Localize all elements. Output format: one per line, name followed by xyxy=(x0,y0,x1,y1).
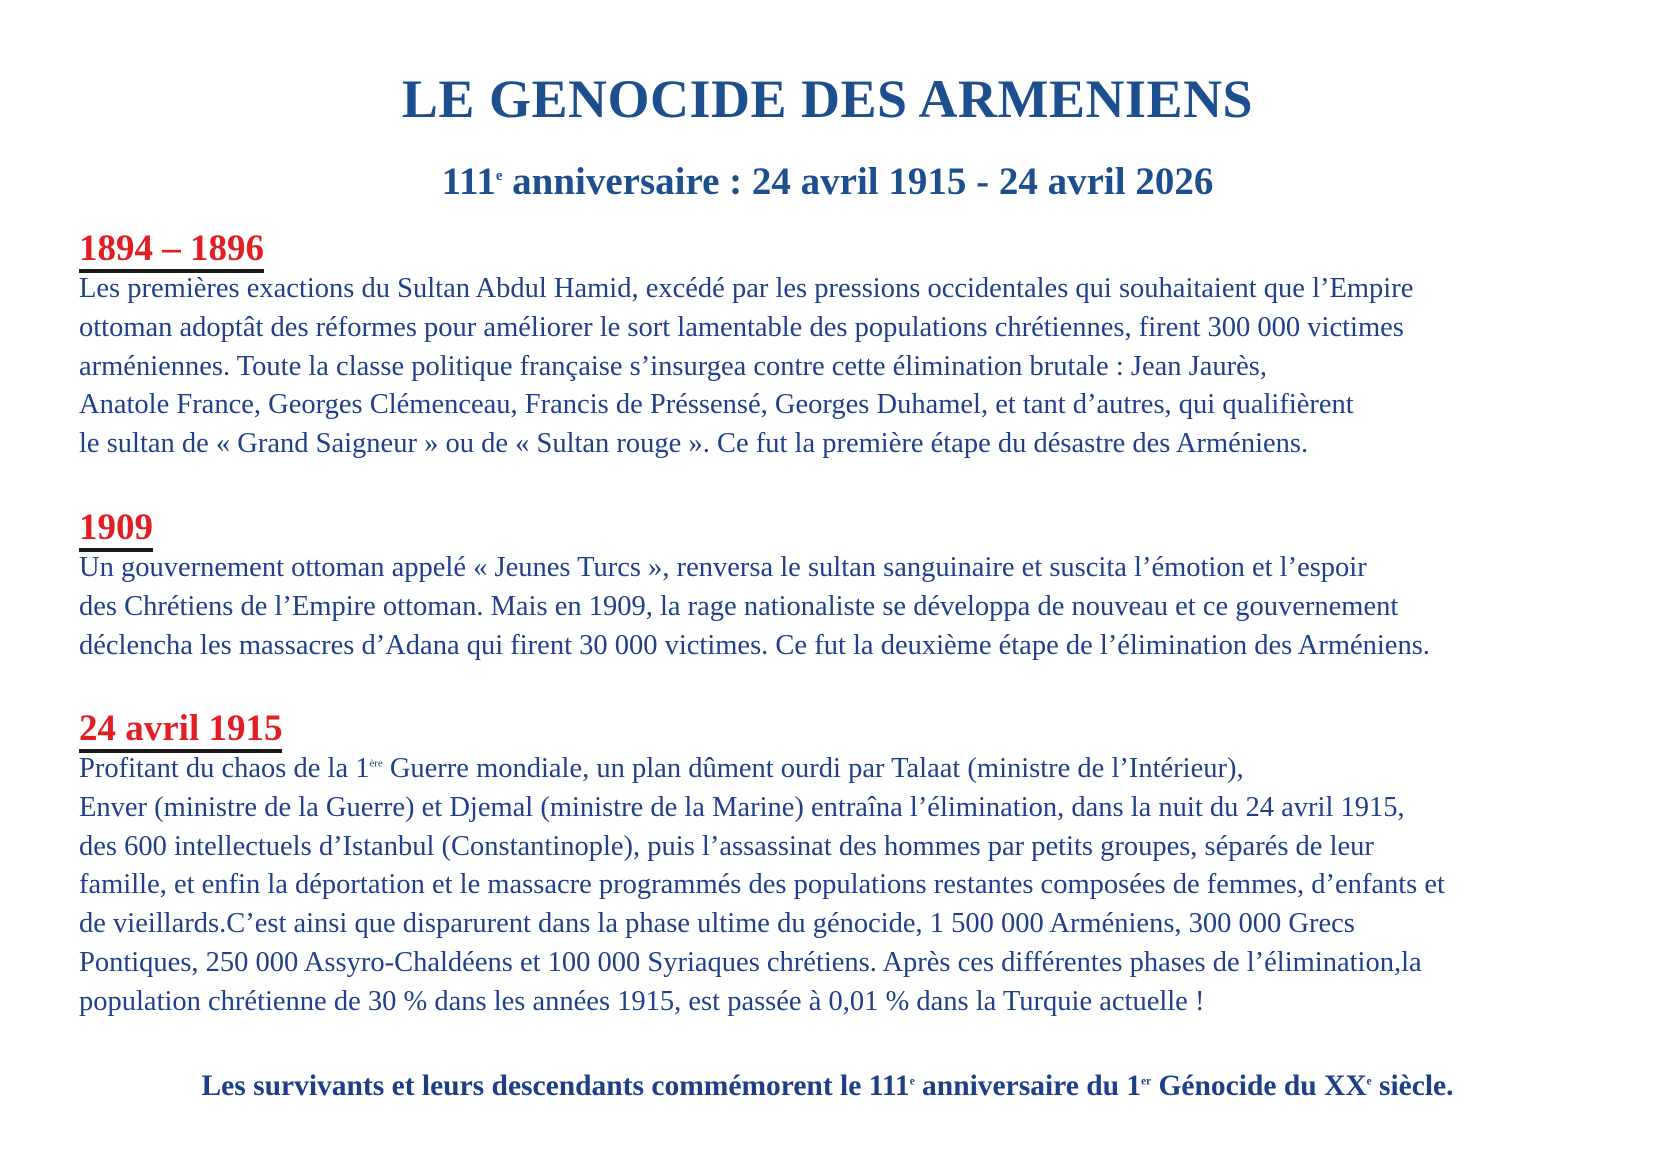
section-heading: 24 avril 1915 xyxy=(79,709,282,753)
subtitle-text: anniversaire : 24 avril 1915 - 24 avril 2026 xyxy=(502,160,1214,203)
line-text: Profitant du chaos de la 1 xyxy=(79,753,370,784)
closing-text: Génocide du XX xyxy=(1151,1070,1367,1102)
section-heading: 1894 – 1896 xyxy=(79,229,264,273)
section-24-avril-1915 xyxy=(79,709,1609,1022)
line-text: Guerre mondiale, un plan dûment ourdi par Talaat (ministre de l’Intérieur), xyxy=(382,753,1244,784)
paragraph-line: Enver (ministre de la Guerre) et Djemal (ministre de la Marine) entraîna l’élimination, dans la nuit du 24 avril 1915, xyxy=(79,791,1405,823)
section-1909 xyxy=(79,508,1609,665)
subtitle-superscript: e xyxy=(495,167,503,184)
line-superscript: ère xyxy=(369,757,383,770)
paragraph-line: ottoman adoptât des réformes pour améliorer le sort lamentable des populations chrétiennes, firent 300 000 victimes xyxy=(79,311,1404,343)
paragraph-line: Pontiques, 250 000 Assyro-Chaldéens et 100 000 Syriaques chrétiens. Après ces différentes phases de l’élimination,la xyxy=(79,946,1422,978)
paragraph-line: des 600 intellectuels d’Istanbul (Constantinople), puis l’assassinat des hommes par petits groupes, séparés de leur xyxy=(79,830,1374,862)
paragraph-line: famille, et enfin la déportation et le massacre programmés des populations restantes composées de femmes, d’enfants et xyxy=(79,869,1445,901)
page-title: LE GENOCIDE DES ARMENIENS xyxy=(401,69,1254,129)
closing-text: siècle. xyxy=(1371,1070,1454,1102)
section-paragraph xyxy=(79,549,1609,665)
paragraph-line: population chrétienne de 30 % dans les années 1915, est passée à 0,01 % dans la Turquie actuelle ! xyxy=(79,985,1205,1017)
subtitle-number: 111 xyxy=(441,160,496,203)
closing-text: anniversaire du 1 xyxy=(914,1070,1142,1102)
closing-superscript: e xyxy=(909,1075,915,1088)
section-1894-1896 xyxy=(79,229,1609,464)
paragraph-line: Anatole France, Georges Clémenceau, Francis de Préssensé, Georges Duhamel, et tant d’autres, qui qualifièrent xyxy=(79,389,1354,421)
section-paragraph xyxy=(79,750,1609,1022)
page-subtitle xyxy=(0,158,1655,206)
paragraph-line xyxy=(79,750,1609,789)
closing-text: Les survivants et leurs descendants commémorent le 111 xyxy=(201,1070,910,1102)
section-paragraph xyxy=(79,270,1609,464)
paragraph-line: de vieillards.C’est ainsi que disparurent dans la phase ultime du génocide, 1 500 000 Arméniens, 300 000 Grecs xyxy=(79,908,1355,940)
paragraph-line: Un gouvernement ottoman appelé « Jeunes Turcs », renversa le sultan sanguinaire et suscita l’émotion et l’espoir xyxy=(79,552,1367,583)
closing-statement xyxy=(0,1066,1655,1106)
section-heading: 1909 xyxy=(79,508,153,552)
closing-superscript: e xyxy=(1366,1075,1372,1088)
paragraph-line: arméniennes. Toute la classe politique française s’insurgea contre cette élimination brutale : Jean Jaurès, xyxy=(79,350,1267,382)
paragraph-line: des Chrétiens de l’Empire ottoman. Mais en 1909, la rage nationaliste se développa de nouveau et ce gouvernement xyxy=(79,590,1399,622)
closing-superscript: er xyxy=(1141,1075,1152,1088)
paragraph-line: déclencha les massacres d’Adana qui firent 30 000 victimes. Ce fut la deuxième étape de l’élimination des Arméniens. xyxy=(79,629,1430,661)
paragraph-line: Les premières exactions du Sultan Abdul Hamid, excédé par les pressions occidentales qui souhaitaient que l’Empire xyxy=(79,273,1414,304)
paragraph-line: le sultan de « Grand Saigneur » ou de « Sultan rouge ». Ce fut la première étape du désastre des Arméniens. xyxy=(79,428,1309,460)
